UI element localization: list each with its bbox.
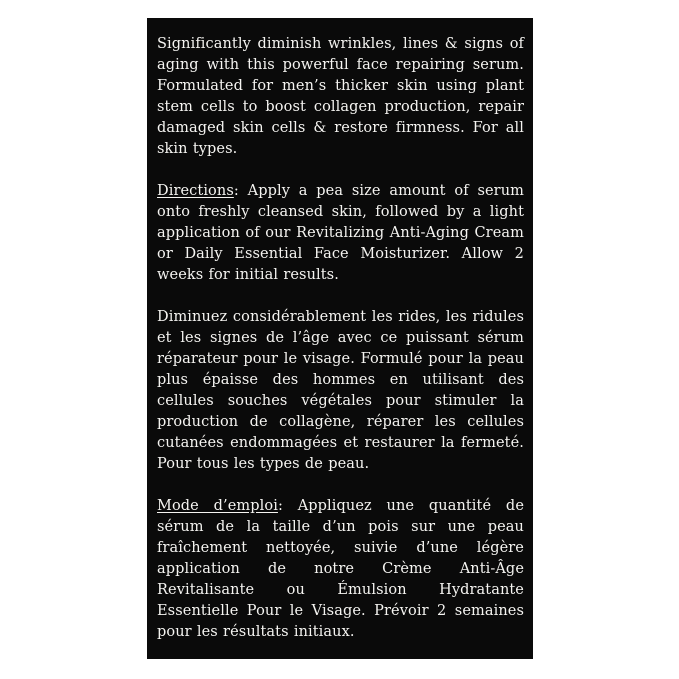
description-en-paragraph	[157, 34, 524, 160]
directions-en-text: : Apply a pea size amount of serum onto freshly cleansed skin, followed by a light application of our Revitalizing Anti-Aging Cream or Daily Essential Face Moisturizer. Allow 2 weeks for initial results.	[157, 183, 524, 283]
label-panel	[147, 18, 533, 659]
directions-fr-text: : Appliquez une quantité de sérum de la taille d’un pois sur une peau fraîchement nettoyée, suivie d’une légère application de notre Crème Anti-Âge Revitalisante ou Émulsion Hydratante Essentielle Pour le Visage. Prévoir 2 semaines pour les résultats initiaux.	[157, 498, 524, 640]
description-en-text: Significantly diminish wrinkles, lines & signs of aging with this powerful face repairing serum. Formulated for men’s thicker skin using plant stem cells to boost collagen production, repair damaged skin cells & restore firmness. For all skin types.	[157, 36, 524, 157]
directions-en-heading: Directions	[157, 183, 234, 199]
description-fr-paragraph	[157, 307, 524, 475]
directions-en-paragraph	[157, 181, 524, 286]
directions-fr-heading: Mode d’emploi	[157, 498, 278, 514]
description-fr-text: Diminuez considérablement les rides, les ridules et les signes de l’âge avec ce puissant sérum réparateur pour le visage. Formulé pour la peau plus épaisse des hommes en utilisant des cellules souches végétales pour stimuler la production de collagène, réparer les cellules cutanées endommagées et restaurer la fermeté. Pour tous les types de peau.	[157, 309, 524, 472]
directions-fr-paragraph	[157, 496, 524, 643]
